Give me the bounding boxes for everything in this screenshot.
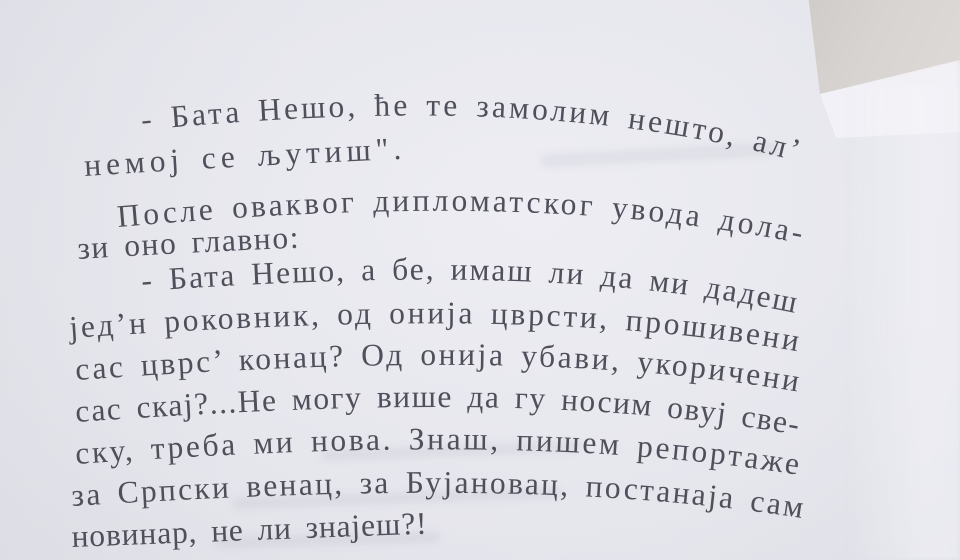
text-line-11-content: новинар, не ли знајеш?!	[70, 505, 428, 554]
text-line-5-content: - Бата Нешо, а бе, имаш ли да ми дадеш	[140, 251, 802, 320]
text-line-3-content: После оваквог дипломатског увода дола-	[115, 182, 807, 251]
text-line-8-content: сас скај?...Не могу више да гу носим овуј све-	[74, 379, 803, 442]
text-line-9-content: ску, треба ми нова. Знаш, пишем репортаже	[74, 421, 803, 482]
text-line-2-content: немој се љутиш".	[83, 130, 403, 183]
text-line-1-content: - Бата Нешо, ће те замолим нешто, ал’	[139, 87, 805, 169]
text-line-11	[71, 506, 428, 554]
text-line-1	[139, 87, 804, 168]
text-line-2	[83, 131, 403, 183]
text-line-6-content: јед’н роковник, од онија цврсти, прошивени	[68, 295, 803, 359]
text-line-10-content: за Српски венац, за Бујановац, постанаја сам	[70, 464, 807, 525]
text-line-7-content: сас цврс’ конац? Од онија убави, укоричени	[74, 336, 803, 399]
text-line-4-content: зи оно главно:	[76, 219, 300, 266]
